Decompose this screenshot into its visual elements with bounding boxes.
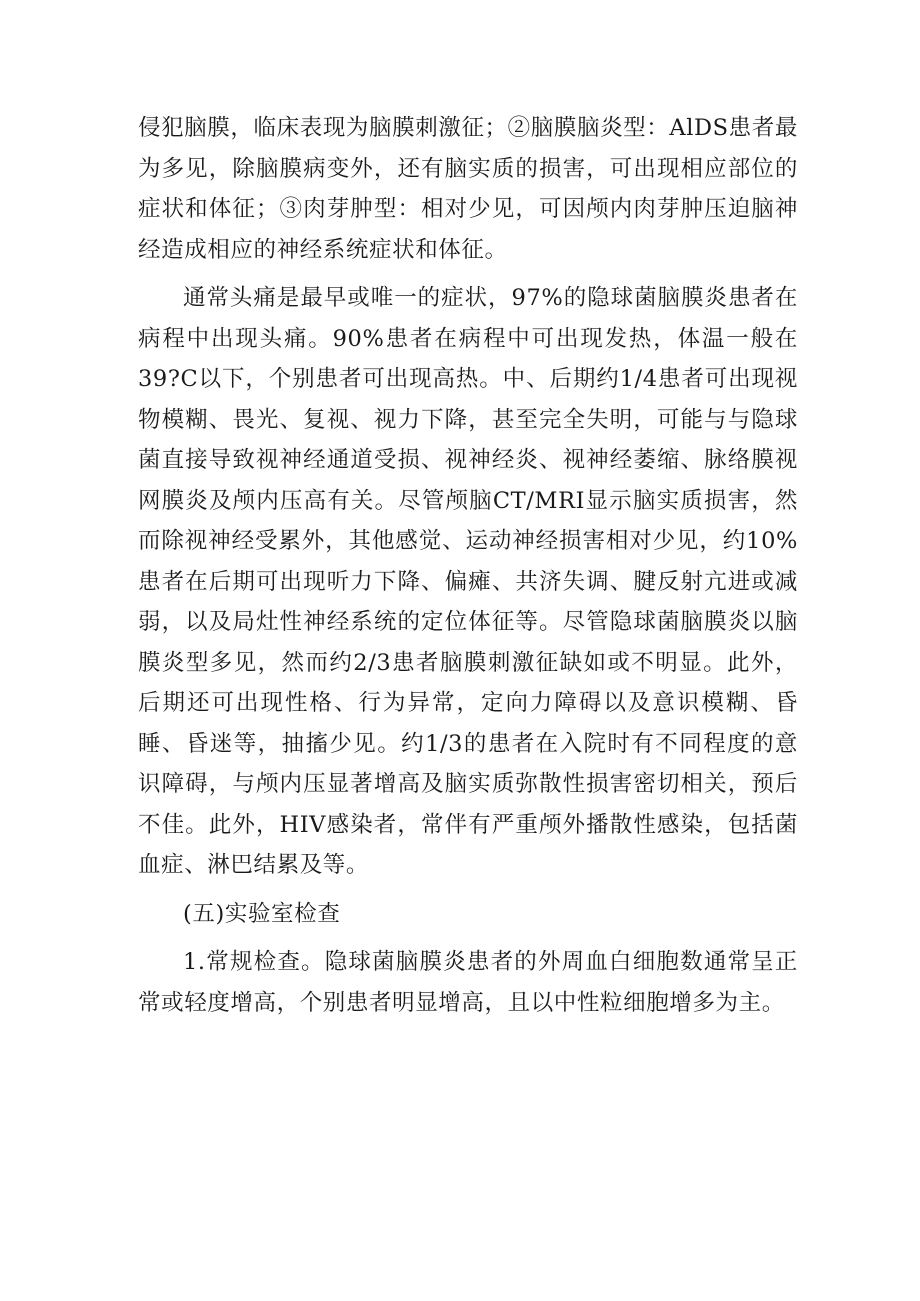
paragraph-symptoms: 通常头痛是最早或唯一的症状，97%的隐球菌脑膜炎患者在病程中出现头痛。90%患者在病程中可出现发热，体温一般在39?C以下，个别患者可出现高热。中、后期约1/4患者可出现视物模糊、畏光、复视、视力下降，甚至完全失明，可能与与隐球菌直接导致视神经通道受损、视神经炎、视神经萎缩、脉络膜视网膜炎及颅内压高有关。尽管颅脑CT/MRI显示脑实质损害，然而除视神经受累外，其他感觉、运动神经损害相对少见，约10%患者在后期可出现听力下降、偏瘫、共济失调、腱反射亢进或减弱，以及局灶性神经系统的定位体征等。尽管隐球菌脑膜炎以脑膜炎型多见，然而约2/3患者脑膜刺激征缺如或不明显。此外，后期还可出现性格、行为异常，定向力障碍以及意识模糊、昏睡、昏迷等，抽搐少见。约1/3的患者在入院时有不同程度的意识障碍，与颅内压显著增高及脑实质弥散性损害密切相关，预后不佳。此外，HIV感染者，常伴有严重颅外播散性感染，包括菌血症、淋巴结累及等。 [138,285,798,878]
paragraph-routine-tests: 1.常规检查。隐球菌脑膜炎患者的外周血白细胞数通常呈正常或轻度增高，个别患者明显增高，且以中性粒细胞增多为主。 [138,949,798,1016]
paragraph-continuation: 侵犯脑膜，临床表现为脑膜刺激征；②脑膜脑炎型：AlDS患者最为多见，除脑膜病变外，还有脑实质的损害，可出现相应部位的症状和体征；③肉芽肿型：相对少见，可因颅内肉芽肿压迫脑神经造成相应的神经系统症状和体征。 [138,115,798,263]
document-body [138,108,798,1031]
section-heading-lab-tests: (五)实验室检查 [183,900,341,927]
